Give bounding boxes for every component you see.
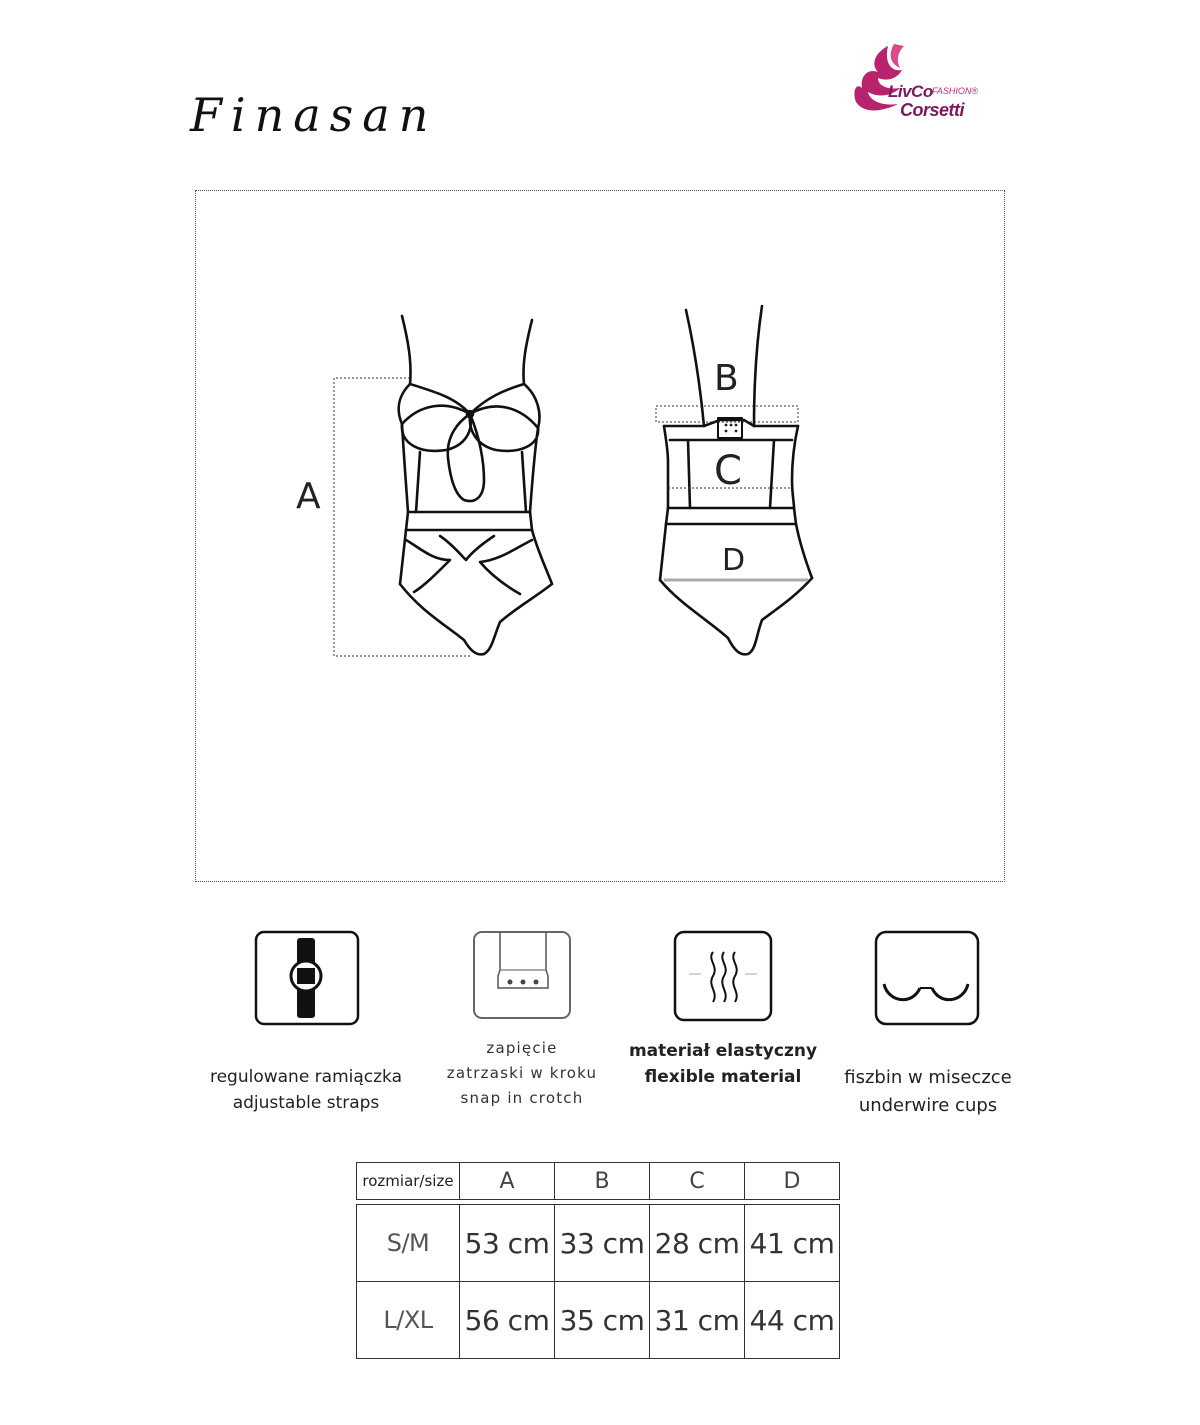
size-header-b: B [555,1163,650,1200]
measure-label-c: C [714,448,742,494]
elastic-material-icon [673,930,773,1022]
measure-label-d: D [722,543,746,578]
size-row-label: S/M [357,1205,460,1282]
size-header-c: C [650,1163,745,1200]
size-header-label: rozmiar/size [357,1163,460,1200]
product-title: Finasan [190,88,438,142]
feature-2-pl-line2: zatrzaski w kroku [446,1064,598,1082]
feature-1-en: adjustable straps [232,1093,380,1113]
diagram-frame [195,190,1005,882]
feature-2-en: snap in crotch [460,1089,584,1107]
feature-3-en: flexible material [644,1067,802,1087]
brand-fashion-label: FASHION® [932,86,978,96]
table-cell: 53 cm [460,1205,555,1282]
size-row-label: L/XL [357,1282,460,1359]
table-cell: 35 cm [555,1282,650,1359]
snap-crotch-icon [472,930,572,1020]
table-cell: 41 cm [745,1205,840,1282]
feature-4-pl: fiszbin w miseczce [844,1067,1012,1088]
table-cell: 28 cm [650,1205,745,1282]
underwire-cups-icon [874,930,982,1028]
table-cell: 33 cm [555,1205,650,1282]
size-table-header [357,1163,840,1200]
measure-label-a: A [296,476,321,517]
table-row [357,1205,840,1282]
feature-4-en: underwire cups [858,1095,998,1116]
feature-3-pl: materiał elastyczny [628,1041,818,1061]
size-header-a: A [460,1163,555,1200]
feature-1-pl: regulowane ramiączka [209,1067,403,1087]
measure-label-b: B [714,358,739,399]
brand-name-line2: Corsetti [900,100,965,120]
feature-adjustable-straps [186,930,426,1116]
size-header-d: D [745,1163,840,1200]
feature-flexible-material [603,930,843,1090]
table-cell: 44 cm [745,1282,840,1359]
brand-logo [848,42,1018,130]
brand-name-line1: LivCo [888,82,933,101]
feature-underwire-cups [808,930,1048,1120]
table-cell: 56 cm [460,1282,555,1359]
feature-2-pl-line1: zapięcie [486,1039,558,1057]
size-table [356,1162,840,1359]
table-row [357,1282,840,1359]
table-cell: 31 cm [650,1282,745,1359]
adjustable-strap-icon [254,930,362,1028]
